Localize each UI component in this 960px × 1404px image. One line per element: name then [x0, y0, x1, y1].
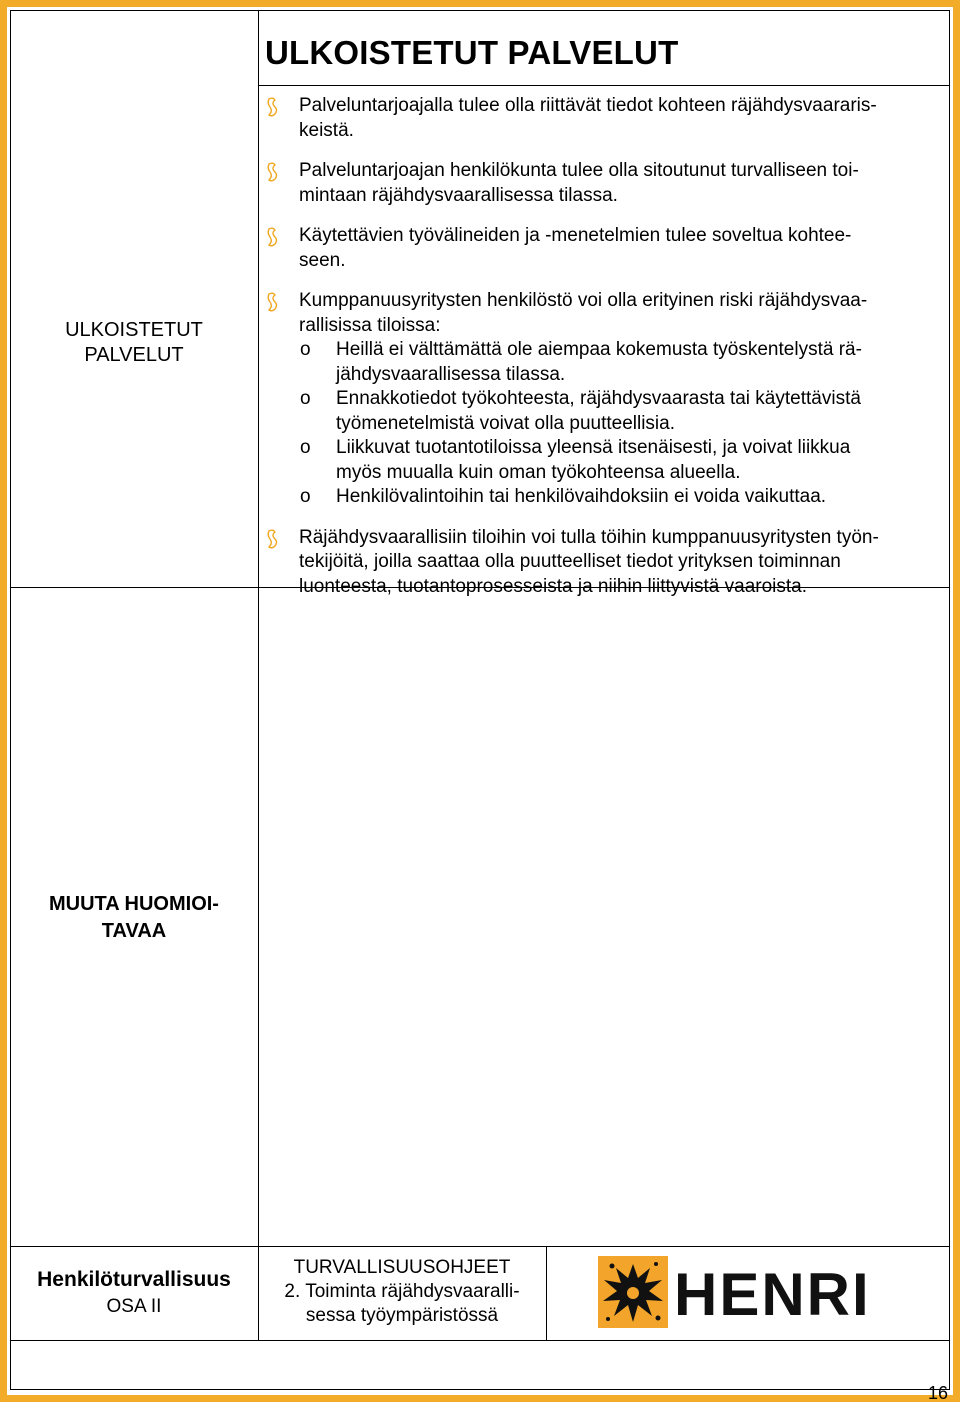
- item-line: Ennakkotiedot työkohteesta, räjähdysvaarasta tai käytettävistä: [336, 388, 861, 409]
- footer-bottom-rule: [10, 1340, 950, 1341]
- scroll-bullet-icon: [266, 97, 280, 117]
- item-line: Palveluntarjoajalla tulee olla riittävät tiedot kohteen räjähdysvaararis-: [299, 95, 877, 116]
- list-item: [266, 159, 926, 208]
- sub-bullet-marker: o: [300, 486, 311, 507]
- section-label-line: PALVELUT: [84, 344, 184, 366]
- sub-bullet-marker: o: [300, 388, 311, 409]
- item-line: rallisissa tiloissa:: [299, 314, 441, 336]
- item-line: Henkilövalintoihin tai henkilövaihdoksiin ei voida vaikuttaa.: [336, 486, 827, 507]
- footer-divider: [546, 1246, 547, 1340]
- sub-list-item: [266, 436, 926, 485]
- item-line: jähdysvaarallisessa tilassa.: [336, 363, 566, 385]
- item-line: Kumppanuusyritysten henkilöstö voi olla erityinen riski räjähdysvaa-: [299, 290, 868, 311]
- item-line: myös muualla kuin oman työkohteensa alueella.: [336, 461, 741, 483]
- section-label-line: TAVAA: [101, 920, 167, 942]
- item-line: Palveluntarjoajan henkilökunta tulee olla sitoutunut turvalliseen toi-: [299, 160, 859, 181]
- outsourced-content: [266, 94, 926, 599]
- sub-list-item: [266, 387, 926, 436]
- explosion-hazard-icon: [598, 1256, 668, 1328]
- footer-chapter-line: sessa työympäristössä: [305, 1305, 499, 1326]
- footer-chapter-line: 2. Toiminta räjähdysvaaralli-: [284, 1281, 520, 1302]
- list-item: [266, 224, 926, 273]
- item-line: Käytettävien työvälineiden ja -menetelmien tulee soveltua kohtee-: [299, 225, 852, 246]
- sub-list-item: [266, 485, 926, 510]
- list-item: [266, 289, 926, 338]
- footer-document-part: OSA II: [106, 1296, 162, 1317]
- henri-wordmark: [674, 1262, 871, 1328]
- section-label-outsourced: [10, 318, 258, 368]
- sub-bullet-marker: o: [300, 339, 311, 360]
- scroll-bullet-icon: [266, 227, 280, 247]
- list-item: [266, 94, 926, 143]
- footer-middle-cell: [258, 1256, 546, 1328]
- list-item: [266, 526, 926, 600]
- footer-top-rule: [10, 1246, 950, 1247]
- item-line: luonteesta, tuotantoprosesseista ja niihin liittyvistä vaaroista.: [299, 575, 807, 597]
- section-label-other: [10, 891, 258, 945]
- scroll-bullet-icon: [266, 529, 280, 549]
- title-rule: [258, 85, 950, 86]
- column-divider: [258, 10, 259, 1340]
- section-label-line: ULKOISTETUT: [65, 319, 203, 341]
- footer-section-title: TURVALLISUUSOHJEET: [293, 1257, 511, 1278]
- item-line: mintaan räjähdysvaarallisessa tilassa.: [299, 184, 618, 206]
- page-number: 16: [927, 1383, 948, 1403]
- item-line: Räjähdysvaarallisiin tiloihin voi tulla töihin kumppanuusyritysten työn-: [299, 526, 879, 548]
- item-line: seen.: [299, 249, 346, 271]
- sub-bullet-marker: o: [300, 437, 311, 458]
- scroll-bullet-icon: [266, 162, 280, 182]
- item-line: Liikkuvat tuotantotiloissa yleensä itsenäisesti, ja voivat liikkua: [336, 437, 851, 458]
- henri-logo: [598, 1254, 898, 1330]
- sub-list-item: [266, 338, 926, 387]
- footer-left-cell: [10, 1266, 258, 1320]
- item-line: keistä.: [299, 119, 354, 141]
- item-line: työmenetelmistä voivat olla puutteellisia.: [336, 412, 676, 434]
- scroll-bullet-icon: [266, 292, 280, 312]
- page-title: ULKOISTETUT PALVELUT: [265, 34, 679, 71]
- footer-document-name: Henkilöturvallisuus: [37, 1268, 231, 1291]
- section-label-line: MUUTA HUOMIOI-: [49, 893, 219, 915]
- item-line: tekijöitä, joilla saattaa olla puutteelliset tiedot yrityksen toiminnan: [299, 551, 841, 572]
- henri-logo-text: HENRI: [674, 1261, 871, 1328]
- item-line: Heillä ei välttämättä ole aiempaa kokemusta työskentelystä rä-: [336, 339, 862, 360]
